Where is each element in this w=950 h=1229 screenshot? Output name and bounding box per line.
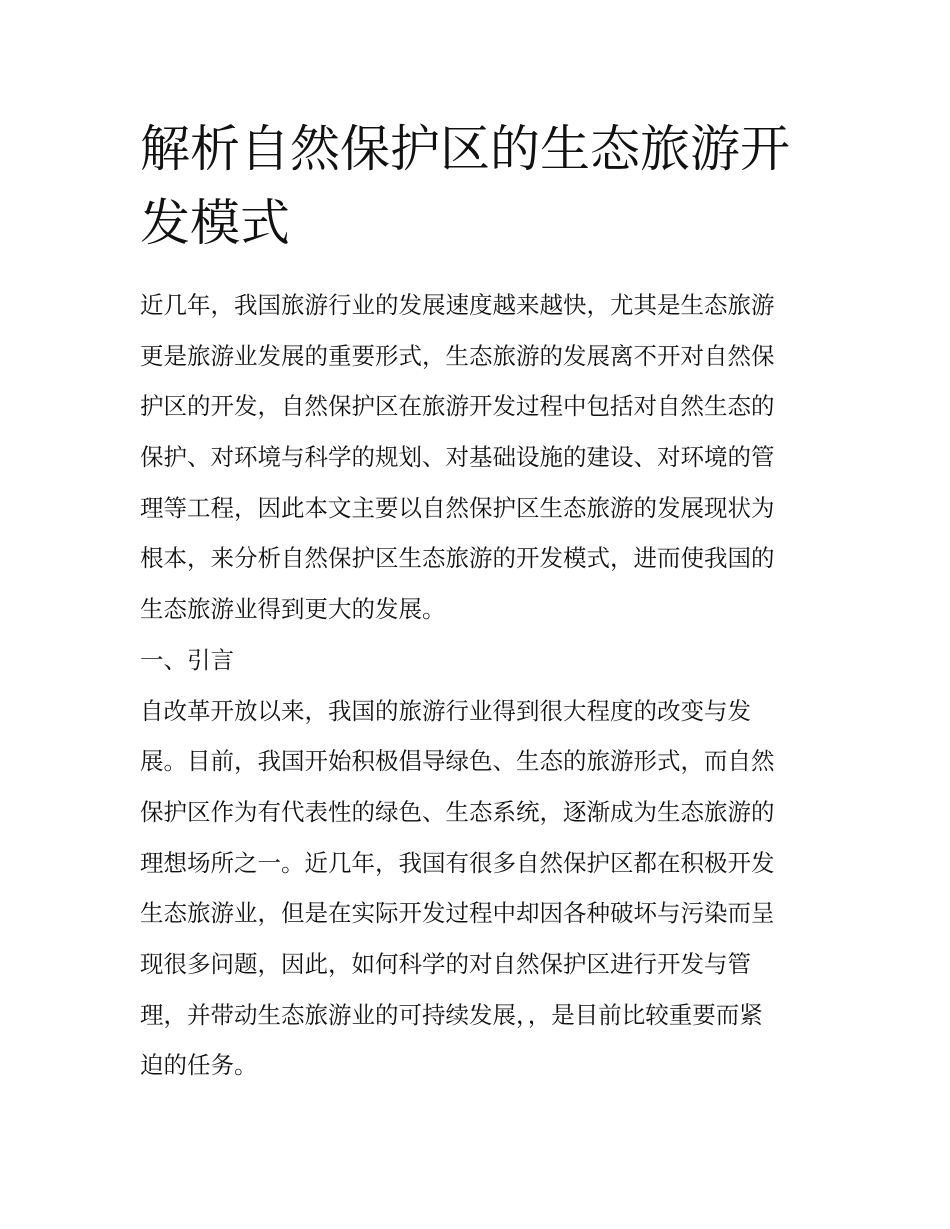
paragraph-line: 保护区作为有代表性的绿色、生态系统，逐渐成为生态旅游的: [140, 797, 775, 826]
paragraph-line: 迫的任务。: [140, 1051, 258, 1080]
paragraph-line: 理，并带动生态旅游业的可持续发展，，是目前比较重要而紧: [140, 1000, 763, 1029]
paragraph-line: 生态旅游业，但是在实际开发过程中却因各种破坏与污染而呈: [140, 899, 775, 928]
abstract-line: 保护、对环境与科学的规划、对基础设施的建设、对环境的管: [140, 443, 775, 472]
paragraph-line: 自改革开放以来，我国的旅游行业得到很大程度的改变与发: [140, 696, 751, 725]
abstract-line: 护区的开发，自然保护区在旅游开发过程中包括对自然生态的: [140, 392, 775, 421]
abstract-line: 理等工程，因此本文主要以自然保护区生态旅游的发展现状为: [140, 493, 775, 522]
title-line: 解析自然保护区的生态旅游开: [140, 120, 790, 178]
abstract-line: 近几年，我国旅游行业的发展速度越来越快，尤其是生态旅游: [140, 291, 775, 319]
abstract-line: 生态旅游业得到更大的发展。: [140, 595, 446, 624]
title-line: 发模式: [140, 194, 290, 252]
abstract-line: 根本，来分析自然保护区生态旅游的开发模式，进而使我国的: [140, 544, 775, 573]
paragraph-line: 现很多问题，因此，如何科学的对自然保护区进行开发与管: [140, 949, 751, 978]
section-heading: 一、引言: [140, 645, 234, 674]
paragraph-line: 展。目前，我国开始积极倡导绿色、生态的旅游形式，而自然: [140, 747, 775, 776]
document-body: [140, 280, 820, 1091]
document-title: [140, 112, 820, 260]
paragraph-line: 理想场所之一。近几年，我国有很多自然保护区都在积极开发: [140, 848, 775, 877]
abstract-line: 更是旅游业发展的重要形式，生态旅游的发展离不开对自然保: [140, 341, 775, 370]
